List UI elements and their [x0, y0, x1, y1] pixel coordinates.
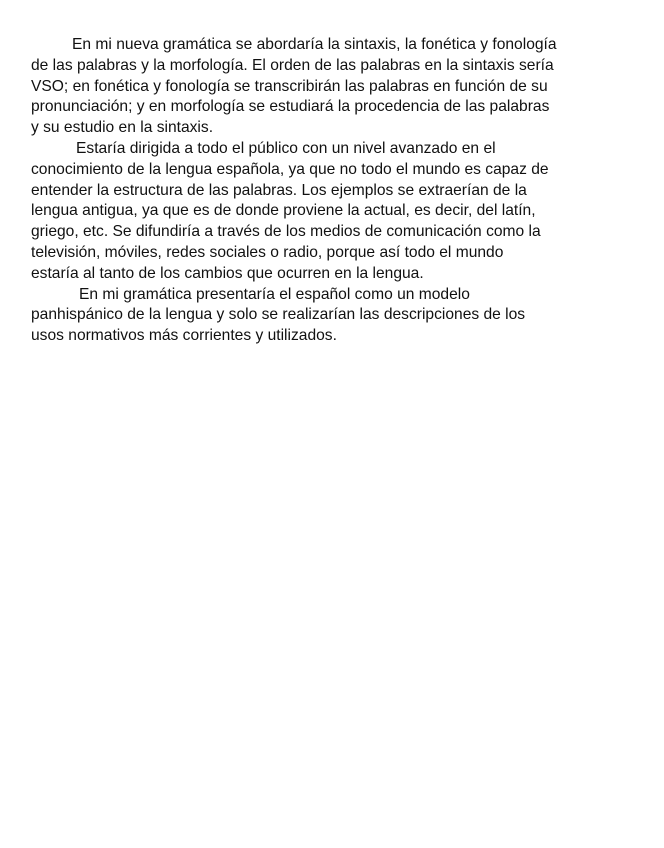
- text-line: estaría al tanto de los cambios que ocurren en la lengua.: [31, 264, 424, 282]
- text-line: panhispánico de la lengua y solo se realizarían las descripciones de los: [31, 306, 526, 324]
- text-line: de las palabras y la morfología. El orden de las palabras en la sintaxis sería: [31, 56, 554, 74]
- paragraph: [31, 285, 621, 347]
- text-line: y su estudio en la sintaxis.: [31, 119, 214, 137]
- text-line: lengua antigua, ya que es de donde proviene la actual, es decir, del latín,: [31, 202, 536, 220]
- document-body: [31, 35, 621, 347]
- text-line: En mi gramática presentaría el español como un modelo: [79, 285, 470, 303]
- text-line: televisión, móviles, redes sociales o radio, porque así todo el mundo: [31, 243, 504, 261]
- paragraph: [31, 139, 621, 285]
- text-line: pronunciación; y en morfología se estudiará la procedencia de las palabras: [31, 98, 550, 116]
- text-line: usos normativos más corrientes y utilizados.: [31, 327, 337, 345]
- text-line: VSO; en fonética y fonología se transcribirán las palabras en función de su: [31, 77, 548, 95]
- text-line: conocimiento de la lengua española, ya que no todo el mundo es capaz de: [31, 160, 549, 178]
- text-line: entender la estructura de las palabras. Los ejemplos se extraerían de la: [31, 181, 527, 199]
- text-line: En mi nueva gramática se abordaría la sintaxis, la fonética y fonología: [72, 36, 557, 53]
- paragraph: [31, 35, 621, 139]
- text-line: Estaría dirigida a todo el público con un nivel avanzado en el: [76, 139, 496, 157]
- text-line: griego, etc. Se difundiría a través de los medios de comunicación como la: [31, 223, 541, 241]
